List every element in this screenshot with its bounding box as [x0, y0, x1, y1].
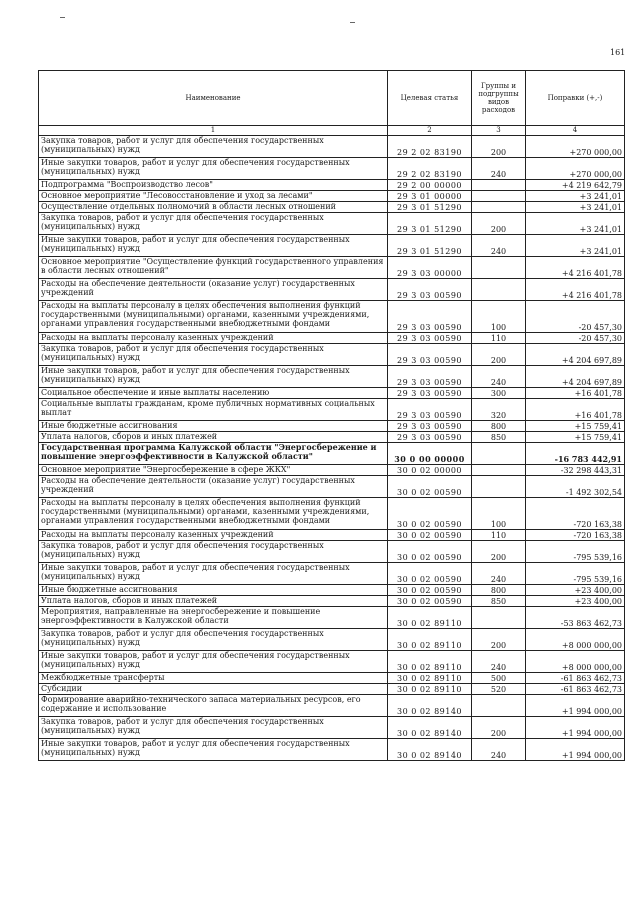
- row-name: Основное мероприятие "Лесовосстановление и уход за лесами": [39, 191, 388, 202]
- row-target-code: 30 0 02 00590: [388, 585, 472, 596]
- row-group: 520: [472, 684, 526, 695]
- row-name: Расходы на выплаты персоналу казенных учреждений: [39, 530, 388, 541]
- row-amount: +270 000,00: [526, 158, 625, 180]
- table-row: [39, 421, 625, 432]
- table-row: [39, 301, 625, 333]
- row-amount: +4 219 642,79: [526, 180, 625, 191]
- row-amount: -20 457,30: [526, 333, 625, 344]
- row-group: 300: [472, 388, 526, 399]
- row-amount: -795 539,16: [526, 541, 625, 563]
- row-name: Иные закупки товаров, работ и услуг для обеспечения государственных (муниципальных) нужд: [39, 739, 388, 761]
- row-target-code: 30 0 02 00590: [388, 563, 472, 585]
- row-target-code: 29 3 01 00000: [388, 191, 472, 202]
- row-name: Иные закупки товаров, работ и услуг для обеспечения государственных (муниципальных) нужд: [39, 651, 388, 673]
- table-row: [39, 388, 625, 399]
- row-group: 240: [472, 158, 526, 180]
- row-name: Формирование аварийно-технического запаса материальных ресурсов, его содержание и использование: [39, 695, 388, 717]
- row-amount: +1 994 000,00: [526, 717, 625, 739]
- table-row: [39, 432, 625, 443]
- row-group: [472, 607, 526, 629]
- table-row: [39, 541, 625, 563]
- row-target-code: 29 3 03 00590: [388, 399, 472, 421]
- table-row: [39, 607, 625, 629]
- column-number-row: [39, 126, 625, 136]
- row-target-code: 29 3 01 51290: [388, 235, 472, 257]
- table-row: [39, 180, 625, 191]
- row-group: 800: [472, 585, 526, 596]
- row-name: Иные закупки товаров, работ и услуг для обеспечения государственных (муниципальных) нужд: [39, 158, 388, 180]
- table-row: [39, 695, 625, 717]
- row-group: 200: [472, 213, 526, 235]
- scan-speck: [60, 17, 65, 18]
- table-row: [39, 673, 625, 684]
- row-amount: -1 492 302,54: [526, 476, 625, 498]
- row-target-code: 30 0 02 89110: [388, 651, 472, 673]
- table-row: [39, 563, 625, 585]
- row-name: Социальные выплаты гражданам, кроме публичных нормативных социальных выплат: [39, 399, 388, 421]
- header-changes: Поправки (+,-): [526, 71, 625, 126]
- row-name: Уплата налогов, сборов и иных платежей: [39, 432, 388, 443]
- row-target-code: 29 2 02 83190: [388, 158, 472, 180]
- row-group: 850: [472, 432, 526, 443]
- row-group: 240: [472, 366, 526, 388]
- table-row: [39, 684, 625, 695]
- row-amount: +4 204 697,89: [526, 344, 625, 366]
- row-target-code: 30 0 02 89110: [388, 684, 472, 695]
- column-number: 2: [388, 126, 472, 136]
- row-group: [472, 279, 526, 301]
- row-amount: +4 204 697,89: [526, 366, 625, 388]
- table-row: [39, 213, 625, 235]
- row-amount: +15 759,41: [526, 421, 625, 432]
- row-amount: -32 298 443,31: [526, 465, 625, 476]
- row-amount: +16 401,78: [526, 388, 625, 399]
- table-row: [39, 530, 625, 541]
- row-amount: -61 863 462,73: [526, 684, 625, 695]
- row-target-code: 30 0 02 00000: [388, 465, 472, 476]
- row-name: Государственная программа Калужской области "Энергосбережение и повышение энергоэффективности в Калужской области": [39, 443, 388, 465]
- table-row: [39, 158, 625, 180]
- row-group: 200: [472, 629, 526, 651]
- row-group: [472, 202, 526, 213]
- row-target-code: 29 3 01 51290: [388, 213, 472, 235]
- row-target-code: 30 0 02 00590: [388, 498, 472, 530]
- row-amount: -795 539,16: [526, 563, 625, 585]
- row-amount: -720 163,38: [526, 530, 625, 541]
- table-row: [39, 235, 625, 257]
- row-target-code: 29 2 00 00000: [388, 180, 472, 191]
- row-group: 200: [472, 541, 526, 563]
- row-group: 100: [472, 498, 526, 530]
- row-group: 240: [472, 739, 526, 761]
- row-target-code: 29 2 02 83190: [388, 136, 472, 158]
- row-target-code: 29 3 01 51290: [388, 202, 472, 213]
- row-group: 100: [472, 301, 526, 333]
- row-name: Уплата налогов, сборов и иных платежей: [39, 596, 388, 607]
- row-target-code: 29 3 03 00590: [388, 301, 472, 333]
- table-body: [39, 136, 625, 761]
- budget-table: [38, 70, 625, 761]
- row-group: 800: [472, 421, 526, 432]
- row-group: 240: [472, 235, 526, 257]
- table-row: [39, 333, 625, 344]
- row-target-code: 30 0 02 00590: [388, 541, 472, 563]
- table-row: [39, 191, 625, 202]
- row-name: Подпрограмма "Воспроизводство лесов": [39, 180, 388, 191]
- row-target-code: 29 3 03 00590: [388, 432, 472, 443]
- row-group: [472, 191, 526, 202]
- row-target-code: 30 0 02 89110: [388, 629, 472, 651]
- scan-speck: [350, 22, 355, 23]
- table-row: [39, 443, 625, 465]
- row-amount: +3 241,01: [526, 191, 625, 202]
- row-name: Расходы на обеспечение деятельности (оказание услуг) государственных учреждений: [39, 279, 388, 301]
- row-amount: +4 216 401,78: [526, 279, 625, 301]
- table-row: [39, 465, 625, 476]
- row-name: Закупка товаров, работ и услуг для обеспечения государственных (муниципальных) нужд: [39, 344, 388, 366]
- column-number: 1: [39, 126, 388, 136]
- row-name: Расходы на выплаты персоналу в целях обеспечения выполнения функций государственными (муниципальными) органами, казенными учреждениями, органами управления государственными внебюджетными фондами: [39, 498, 388, 530]
- row-target-code: 29 3 03 00590: [388, 421, 472, 432]
- header-target: Целевая статья: [388, 71, 472, 126]
- row-group: 850: [472, 596, 526, 607]
- row-group: 200: [472, 136, 526, 158]
- row-amount: +3 241,01: [526, 235, 625, 257]
- row-target-code: 30 0 02 89140: [388, 717, 472, 739]
- row-amount: -53 863 462,73: [526, 607, 625, 629]
- row-amount: +3 241,01: [526, 213, 625, 235]
- table-row: [39, 399, 625, 421]
- table-row: [39, 717, 625, 739]
- table-row: [39, 739, 625, 761]
- row-name: Иные бюджетные ассигнования: [39, 421, 388, 432]
- row-amount: +15 759,41: [526, 432, 625, 443]
- column-number: 3: [472, 126, 526, 136]
- row-target-code: 30 0 02 00590: [388, 476, 472, 498]
- row-group: 240: [472, 563, 526, 585]
- row-name: Субсидии: [39, 684, 388, 695]
- row-target-code: 30 0 02 00590: [388, 530, 472, 541]
- row-group: 320: [472, 399, 526, 421]
- row-group: 200: [472, 344, 526, 366]
- row-name: Социальное обеспечение и иные выплаты населению: [39, 388, 388, 399]
- row-group: 200: [472, 717, 526, 739]
- row-name: Иные закупки товаров, работ и услуг для обеспечения государственных (муниципальных) нужд: [39, 366, 388, 388]
- row-group: 240: [472, 651, 526, 673]
- row-amount: +8 000 000,00: [526, 651, 625, 673]
- table-row: [39, 596, 625, 607]
- row-amount: +23 400,00: [526, 585, 625, 596]
- page-number: 161: [610, 48, 626, 57]
- row-group: [472, 476, 526, 498]
- column-number: 4: [526, 126, 625, 136]
- table-row: [39, 279, 625, 301]
- row-amount: +3 241,01: [526, 202, 625, 213]
- table-row: [39, 136, 625, 158]
- row-name: Иные закупки товаров, работ и услуг для обеспечения государственных (муниципальных) нужд: [39, 563, 388, 585]
- row-target-code: 30 0 02 89110: [388, 607, 472, 629]
- row-group: [472, 180, 526, 191]
- header-groups: Группы и подгруппы видов расходов: [472, 71, 526, 126]
- row-amount: -720 163,38: [526, 498, 625, 530]
- table-row: [39, 366, 625, 388]
- row-amount: +4 216 401,78: [526, 257, 625, 279]
- row-target-code: 29 3 03 00590: [388, 333, 472, 344]
- row-name: Осуществление отдельных полномочий в области лесных отношений: [39, 202, 388, 213]
- table-row: [39, 476, 625, 498]
- table-header-row: [39, 71, 625, 126]
- row-group: [472, 443, 526, 465]
- row-amount: +270 000,00: [526, 136, 625, 158]
- row-amount: +8 000 000,00: [526, 629, 625, 651]
- row-name: Основное мероприятие "Осуществление функций государственного управления в области лесных отношений": [39, 257, 388, 279]
- row-group: 110: [472, 333, 526, 344]
- row-name: Закупка товаров, работ и услуг для обеспечения государственных (муниципальных) нужд: [39, 629, 388, 651]
- row-target-code: 29 3 03 00590: [388, 388, 472, 399]
- row-amount: +1 994 000,00: [526, 739, 625, 761]
- row-target-code: 30 0 02 00590: [388, 596, 472, 607]
- row-group: [472, 257, 526, 279]
- row-amount: -61 863 462,73: [526, 673, 625, 684]
- table-row: [39, 585, 625, 596]
- row-name: Мероприятия, направленные на энергосбережение и повышение энергоэффективности в Калужской области: [39, 607, 388, 629]
- row-group: 500: [472, 673, 526, 684]
- header-name: Наименование: [39, 71, 388, 126]
- table-row: [39, 498, 625, 530]
- row-amount: +1 994 000,00: [526, 695, 625, 717]
- row-name: Расходы на выплаты персоналу казенных учреждений: [39, 333, 388, 344]
- table-row: [39, 257, 625, 279]
- row-name: Расходы на обеспечение деятельности (оказание услуг) государственных учреждений: [39, 476, 388, 498]
- row-amount: -20 457,30: [526, 301, 625, 333]
- row-amount: -16 783 442,91: [526, 443, 625, 465]
- row-amount: +16 401,78: [526, 399, 625, 421]
- row-target-code: 29 3 03 00590: [388, 366, 472, 388]
- row-amount: +23 400,00: [526, 596, 625, 607]
- row-target-code: 29 3 03 00590: [388, 279, 472, 301]
- row-name: Закупка товаров, работ и услуг для обеспечения государственных (муниципальных) нужд: [39, 541, 388, 563]
- row-name: Закупка товаров, работ и услуг для обеспечения государственных (муниципальных) нужд: [39, 213, 388, 235]
- row-target-code: 30 0 02 89140: [388, 739, 472, 761]
- row-target-code: 29 3 03 00000: [388, 257, 472, 279]
- row-name: Иные закупки товаров, работ и услуг для обеспечения государственных (муниципальных) нужд: [39, 235, 388, 257]
- row-name: Межбюджетные трансферты: [39, 673, 388, 684]
- row-target-code: 30 0 02 89110: [388, 673, 472, 684]
- row-group: [472, 465, 526, 476]
- row-name: Иные бюджетные ассигнования: [39, 585, 388, 596]
- row-group: 110: [472, 530, 526, 541]
- table-row: [39, 202, 625, 213]
- row-name: Расходы на выплаты персоналу в целях обеспечения выполнения функций государственными (муниципальными) органами, казенными учреждениями, органами управления государственными внебюджетными фондами: [39, 301, 388, 333]
- row-name: Закупка товаров, работ и услуг для обеспечения государственных (муниципальных) нужд: [39, 717, 388, 739]
- row-name: Основное мероприятие "Энергосбережение в сфере ЖКХ": [39, 465, 388, 476]
- table-row: [39, 651, 625, 673]
- table-row: [39, 629, 625, 651]
- row-group: [472, 695, 526, 717]
- row-target-code: 30 0 02 89140: [388, 695, 472, 717]
- row-target-code: 30 0 00 00000: [388, 443, 472, 465]
- row-target-code: 29 3 03 00590: [388, 344, 472, 366]
- table-row: [39, 344, 625, 366]
- row-name: Закупка товаров, работ и услуг для обеспечения государственных (муниципальных) нужд: [39, 136, 388, 158]
